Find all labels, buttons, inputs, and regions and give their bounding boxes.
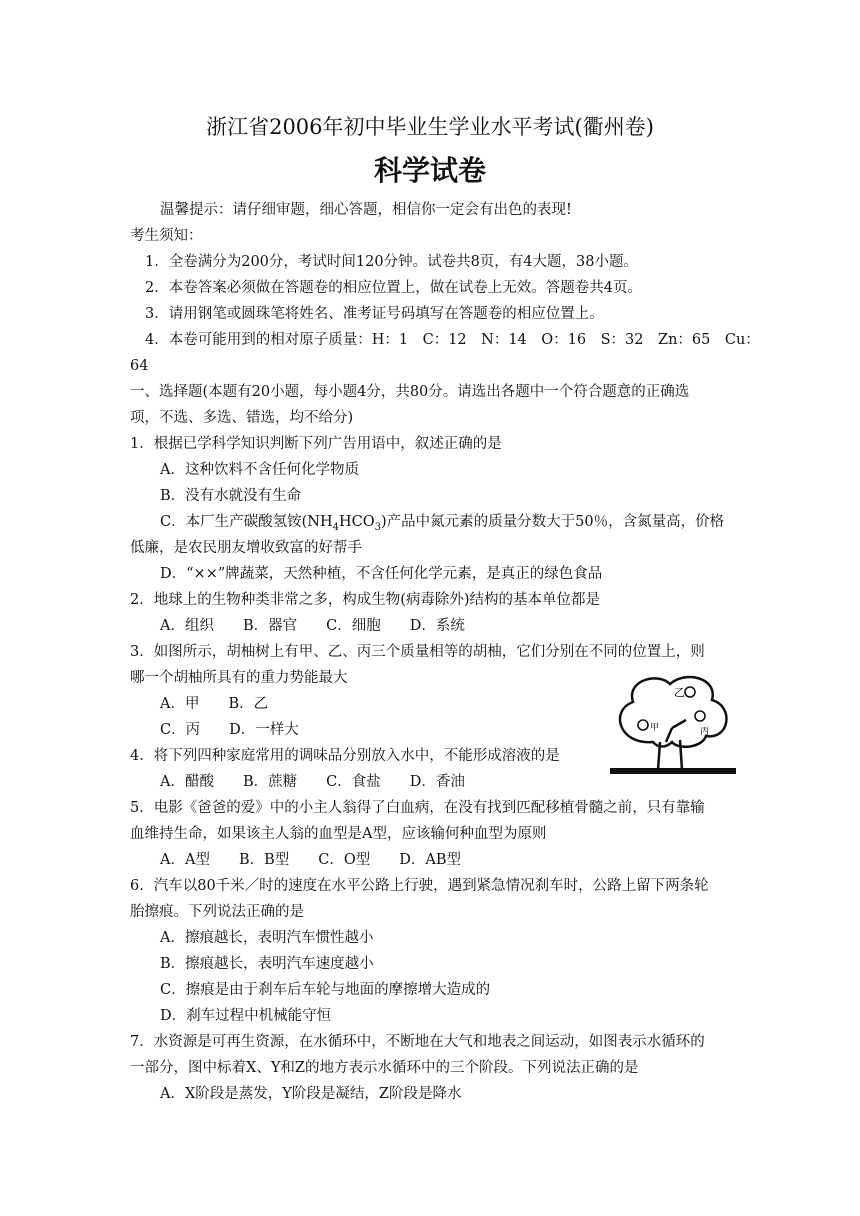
notice-item-3: 3．请用钢笔或圆珠笔将姓名、准考证号码填写在答题卷的相应位置上。 xyxy=(145,306,604,322)
q2-stem: 2．地球上的生物种类非常之多，构成生物(病毒除外)结构的基本单位都是 xyxy=(130,592,601,608)
q7-option-a: A．X阶段是蒸发，Y阶段是凝结，Z阶段是降水 xyxy=(160,1086,462,1102)
notice-item-2: 2．本卷答案必须做在答题卷的相应位置上，做在试卷上无效。答题卷共4页。 xyxy=(145,280,642,296)
pomelo-bing xyxy=(695,711,705,721)
notice-item-4-cont: 64 xyxy=(130,358,149,374)
notice-heading: 考生须知： xyxy=(130,228,203,244)
q1-option-b: B．没有水就没有生命 xyxy=(160,488,302,504)
exam-title: 浙江省2006年初中毕业生学业水平考试(衢州卷) xyxy=(206,115,654,139)
q4-stem: 4．将下列四种家庭常用的调味品分别放入水中，不能形成溶液的是 xyxy=(130,748,560,764)
section1-heading-line2: 项，不选、多选、错选，均不给分) xyxy=(130,410,354,426)
q6-stem-line1: 6．汽车以80千米／时的速度在水平公路上行驶，遇到紧急情况刹车时，公路上留下两条轮 xyxy=(130,878,709,894)
q7-stem-line2: 一部分，图中标着X、Y和Z的地方表示水循环中的三个阶段。下列说法正确的是 xyxy=(130,1060,639,1076)
q3-options-cd: C．丙 D．一样大 xyxy=(160,722,299,738)
q1-option-c: C．本厂生产碳酸氢铵$(NH_4HCO_3)$产品中氮元素的质量分数大于50％，含氮量高，价格 xyxy=(160,514,725,533)
q7-stem-line1: 7．水资源是可再生资源，在水循环中，不断地在大气和地表之间运动，如图表示水循环的 xyxy=(130,1034,705,1050)
label-bing: 丙 xyxy=(700,727,710,737)
label-jia: 甲 xyxy=(650,723,660,733)
tip-text: 温馨提示：请仔细审题，细心答题，相信你一定会有出色的表现! xyxy=(160,202,572,218)
q4-options: A．醋酸 B．蔗糖 C．食盐 D．香油 xyxy=(160,774,465,790)
q5-options: A．A型 B．B型 C．O型 D．AB型 xyxy=(160,852,461,868)
q2-options: A．组织 B．器官 C．细胞 D．系统 xyxy=(160,618,465,634)
notice-item-4: 4．本卷可能用到的相对原子质量：H：1 C：12 N：14 O：16 S：32 Zn：65 Cu： xyxy=(145,332,760,348)
notice-item-1: 1．全卷满分为200分，考试时间120分钟。试卷共8页，有4大题，38小题。 xyxy=(145,254,638,270)
q1-option-c-cont: 低廉，是农民朋友增收致富的好帮手 xyxy=(130,540,362,556)
tree-trunk xyxy=(658,720,686,770)
q6-option-a: A．擦痕越长，表明汽车惯性越小 xyxy=(160,930,374,946)
q1-stem: 1．根据已学科学知识判断下列广告用语中，叙述正确的是 xyxy=(130,436,502,452)
q6-option-c: C．擦痕是由于刹车后车轮与地面的摩擦增大造成的 xyxy=(160,982,491,998)
q3-options-ab: A．甲 B．乙 xyxy=(160,696,269,712)
subject-title: 科学试卷 xyxy=(373,154,486,187)
q5-stem-line1: 5．电影《爸爸的爱》中的小主人翁得了白血病，在没有找到匹配移植骨髓之前，只有靠输 xyxy=(130,800,705,816)
pomelo-jia xyxy=(638,720,648,730)
label-yi: 乙 xyxy=(674,686,685,699)
q6-stem-line2: 胎擦痕。下列说法正确的是 xyxy=(130,904,304,920)
q5-stem-line2: 血维持生命，如果该主人翁的血型是A型，应该输何种血型为原则 xyxy=(130,826,547,842)
q6-option-b: B．擦痕越长，表明汽车速度越小 xyxy=(160,956,374,972)
pomelo-yi xyxy=(685,687,695,697)
q6-option-d: D．刹车过程中机械能守恒 xyxy=(160,1008,332,1024)
q3-stem-line2: 哪一个胡柚所具有的重力势能最大 xyxy=(130,670,348,686)
tree-figure xyxy=(608,670,738,780)
q1-option-a: A．这种饮料不含任何化学物质 xyxy=(160,462,359,478)
section1-heading-line1: 一、选择题(本题有20小题，每小题4分，共80分。请选出各题中一个符合题意的正确选 xyxy=(130,384,690,400)
ground-bar xyxy=(610,768,736,774)
q1-option-d: D．“××”牌蔬菜，天然种植，不含任何化学元素，是真正的绿色食品 xyxy=(160,566,603,582)
q3-stem-line1: 3．如图所示，胡柚树上有甲、乙、丙三个质量相等的胡柚，它们分别在不同的位置上，则 xyxy=(130,644,705,660)
